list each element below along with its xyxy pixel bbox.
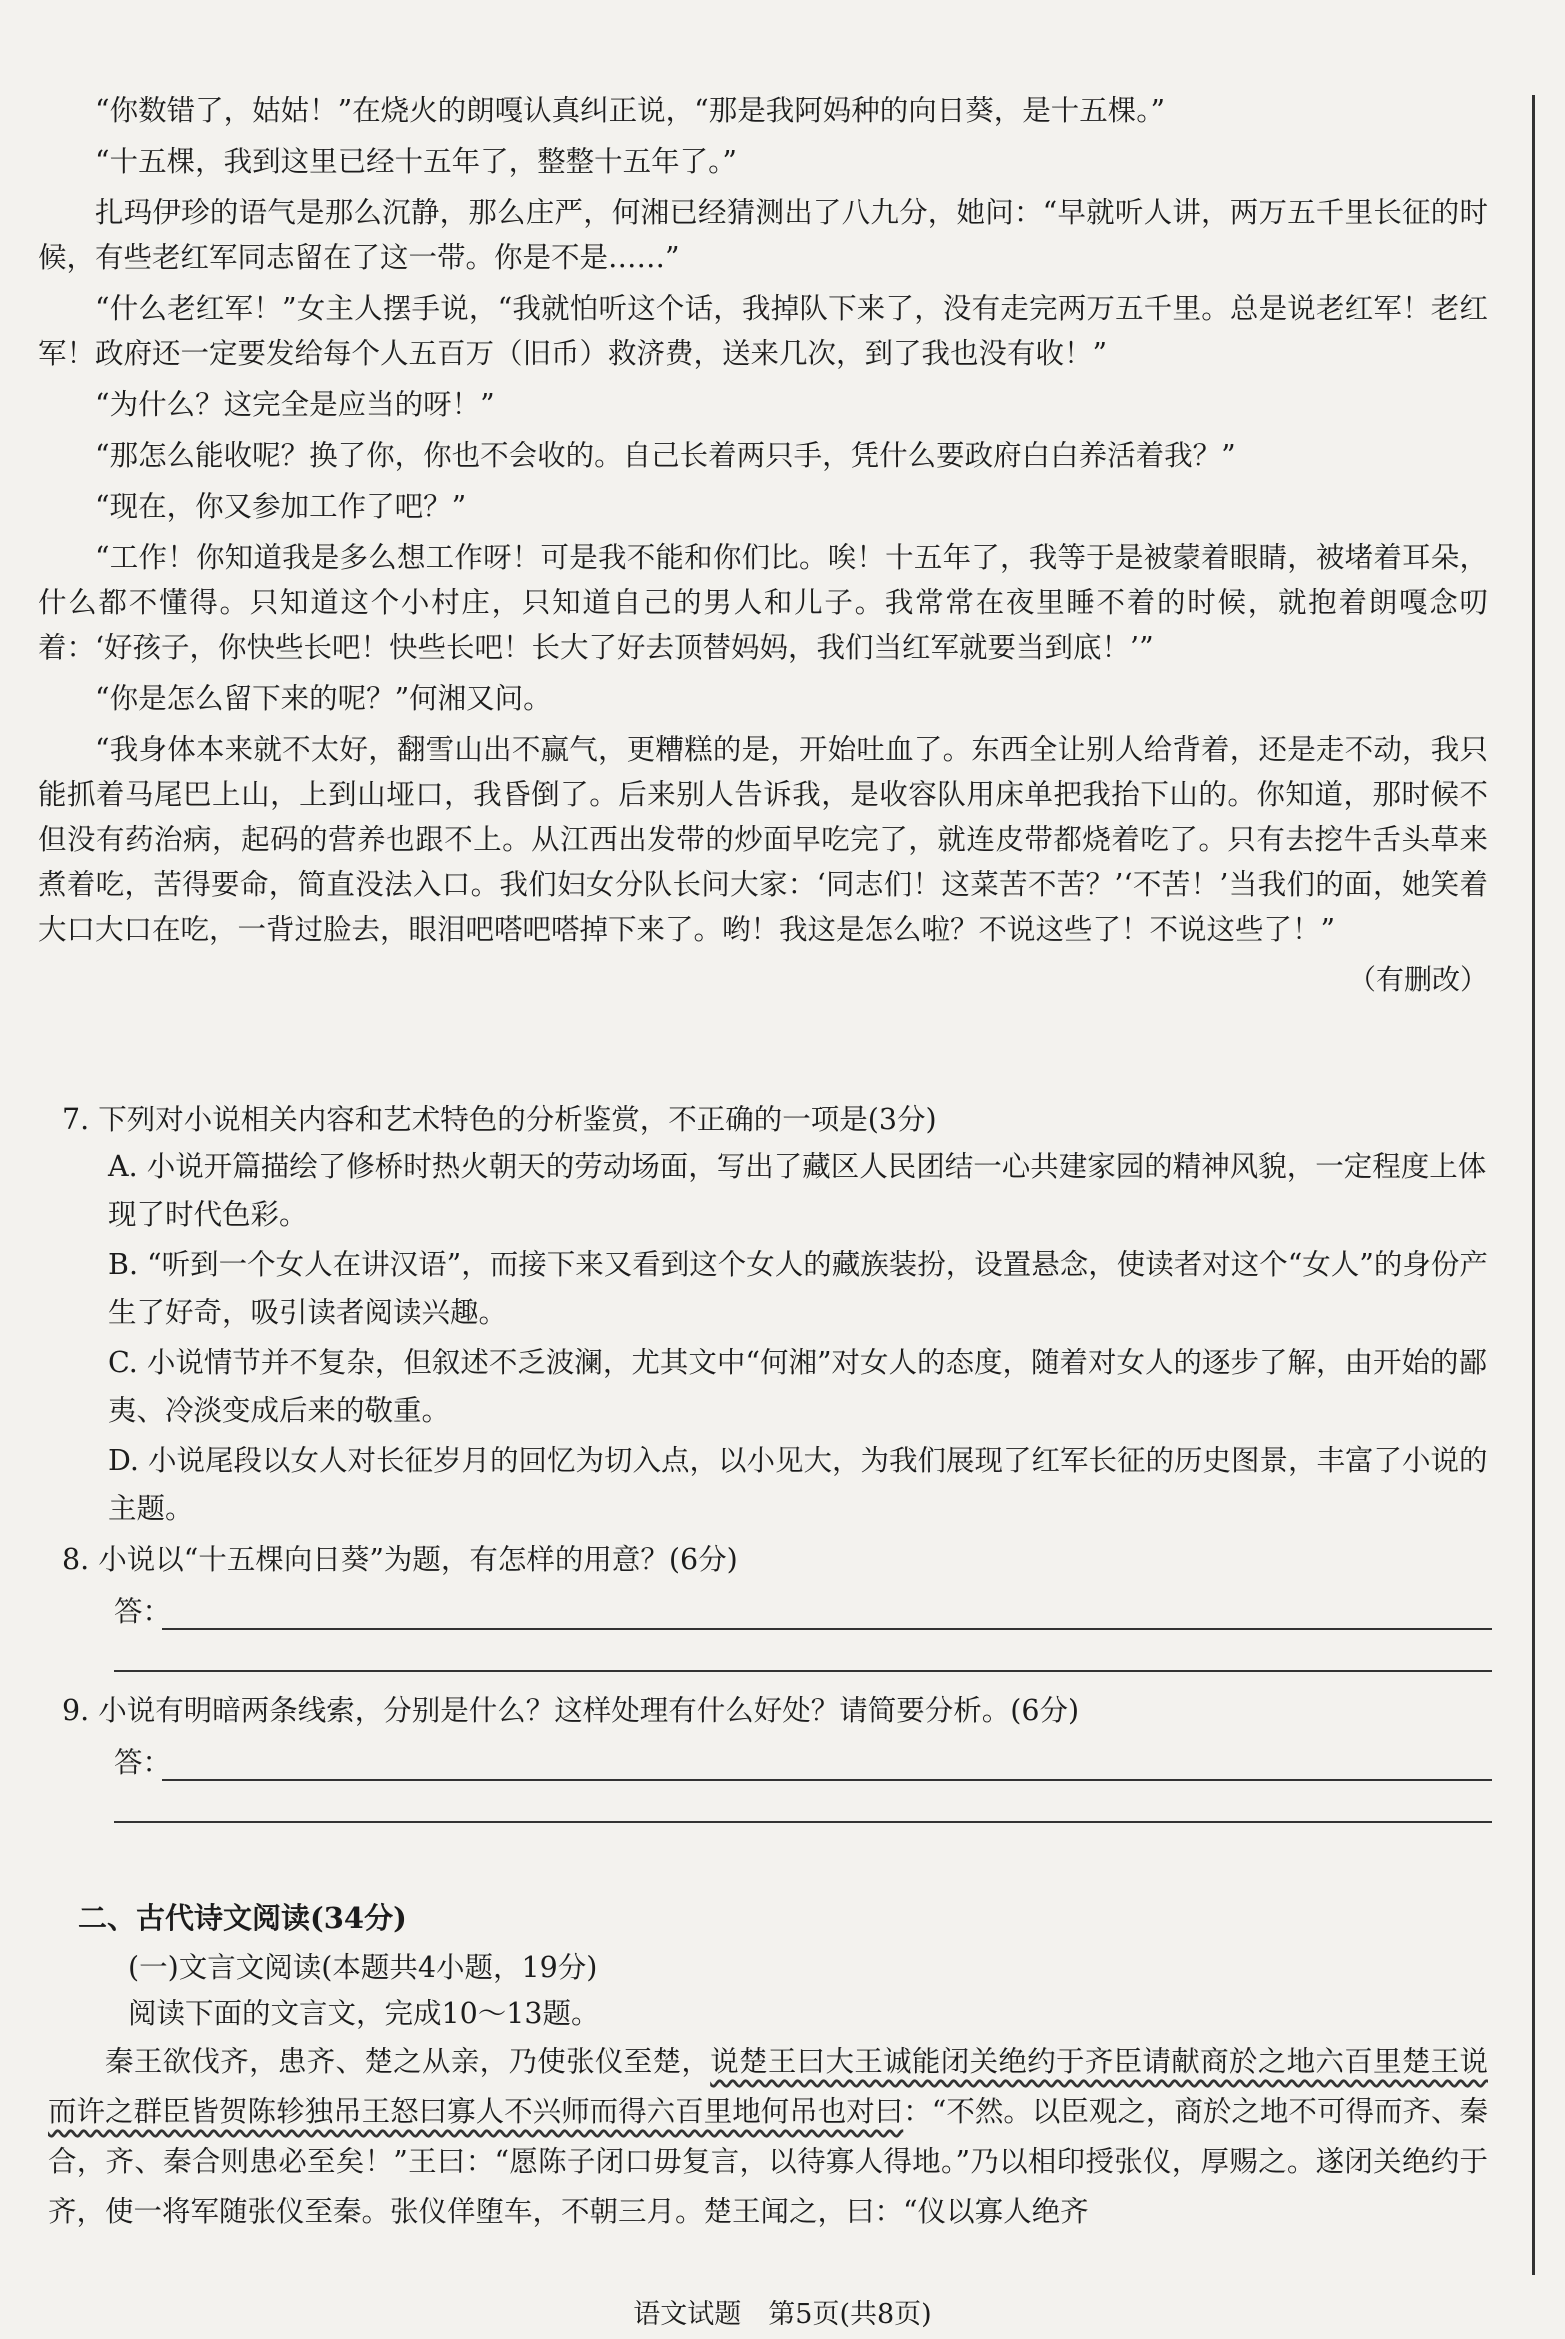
story-text [38, 88, 1488, 1012]
page-footer: 语文试题 第5页(共8页) [633, 2299, 932, 2330]
paragraph-10: “我身体本来就不太好，翻雪山出不赢气，更糟糕的是，开始吐血了。东西全让别人给背着，还是走不动，我只能抓着马尾巴上山，上到山垭口，我昏倒了。后来别人告诉我，是收容队用床单把我抬下山的。你知道，那时候不但没有药治病，起码的营养也跟不上。从江西出发带的炒面早吃完了，就连皮带都烧着吃了。只有去挖牛舌头草来煮着吃，苦得要命，简直没法入口。我们妇女分队长问大家：‘同志们！这菜苦不苦？’‘不苦！’当我们的面，她笑着大口大口在吃，一背过脸去，眼泪吧嗒吧嗒掉下来了。哟！我这是怎么啦？不说这些了！不说这些了！” [38, 733, 1488, 946]
paragraph-5: “为什么？这完全是应当的呀！” [95, 388, 495, 421]
answer-line-8b[interactable] [114, 1630, 1492, 1672]
edited-note: （有删改） [1347, 963, 1488, 996]
questions-block [62, 1097, 1492, 1823]
paragraph-7: “现在，你又参加工作了吧？” [95, 490, 467, 523]
section-2 [48, 1895, 1488, 2237]
paragraph-6: “那怎么能收呢？换了你，你也不会收的。自己长着两只手，凭什么要政府白白养活着我？” [95, 439, 1236, 472]
paragraph-8: “工作！你知道我是多么想工作呀！可是我不能和你们比。唉！十五年了，我等于是被蒙着眼睛，被堵着耳朵，什么都不懂得。只知道这个小村庄，只知道自己的男人和儿子。我常常在夜里睡不着的时候，就抱着朗嘎念叨着：‘好孩子，你快些长吧！快些长吧！长大了好去顶替妈妈，我们当红军就要当到底！’” [38, 541, 1488, 664]
section-title: 二、古代诗文阅读(34分) [78, 1901, 407, 1935]
answer-line-9a[interactable] [114, 1740, 1492, 1781]
margin-line [1532, 95, 1535, 2275]
option-b: B. “听到一个女人在讲汉语”，而接下来又看到这个女人的藏族装扮，设置悬念，使读者对这个“女人”的身份产生了好奇，吸引读者阅读兴趣。 [108, 1248, 1488, 1329]
classical-text: 秦王欲伐齐，患齐、楚之从亲，乃使张仪至楚，说楚王曰大王诚能闭关绝约于齐臣请献商於之地六百里楚王说而许之群臣皆贺陈轸独吊王怒曰寡人不兴师而得六百里地何吊也对曰：“不然。以臣观之，商於之地不可得而齐、秦合，齐、秦合则患必至矣！”王曰：“愿陈子闭口毋复言，以待寡人得地。”乃以相印授张仪，厚赐之。遂闭关绝约于齐，使一将军随张仪至秦。张仪佯堕车，不朝三月。楚王闻之，曰：“仪以寡人绝齐 [48, 2045, 1488, 2228]
paragraph-3: 扎玛伊珍的语气是那么沉静，那么庄严，何湘已经猜测出了八九分，她问：“早就听人讲，两万五千里长征的时候，有些老红军同志留在了这一带。你是不是……” [38, 196, 1488, 274]
option-a: A. 小说开篇描绘了修桥时热火朝天的劳动场面，写出了藏区人民团结一心共建家园的精神风貌，一定程度上体现了时代色彩。 [108, 1150, 1487, 1231]
option-c: C. 小说情节并不复杂，但叙述不乏波澜，尤其文中“何湘”对女人的态度，随着对女人的逐步了解，由开始的鄙夷、冷淡变成后来的敬重。 [108, 1346, 1488, 1427]
question-8: 8. 小说以“十五棵向日葵”为题，有怎样的用意？(6分) [62, 1543, 738, 1576]
option-d: D. 小说尾段以女人对长征岁月的回忆为切入点，以小见大，为我们展现了红军长征的历史图景，丰富了小说的主题。 [108, 1444, 1488, 1525]
paragraph-1: “你数错了，姑姑！”在烧火的朗嘎认真纠正说，“那是我阿妈种的向日葵，是十五棵。” [95, 94, 1166, 127]
wavy-underlined-text: 说楚王曰大王诚能闭关绝约于齐臣请献商於之地六百里楚王说而许之群臣皆贺陈轸独吊王怒曰寡人不兴师而得六百里地何吊也对曰 [48, 2045, 1488, 2128]
answer-line-9b[interactable] [114, 1781, 1492, 1823]
answer-label: 答： [114, 1746, 172, 1779]
question-7: 7. 下列对小说相关内容和艺术特色的分析鉴赏，不正确的一项是(3分) [62, 1103, 937, 1136]
reading-instruction: 阅读下面的文言文，完成10～13题。 [128, 1997, 600, 2030]
paragraph-4: “什么老红军！”女主人摆手说，“我就怕听这个话，我掉队下来了，没有走完两万五千里。总是说老红军！老红军！政府还一定要发给每个人五百万（旧币）救济费，送来几次，到了我也没有收！” [38, 292, 1488, 370]
paragraph-2: “十五棵，我到这里已经十五年了，整整十五年了。” [95, 145, 737, 178]
paragraph-9: “你是怎么留下来的呢？”何湘又问。 [95, 682, 552, 715]
subsection-title: (一)文言文阅读(本题共4小题，19分) [128, 1951, 598, 1984]
answer-label: 答： [114, 1595, 172, 1628]
question-9: 9. 小说有明暗两条线索，分别是什么？这样处理有什么好处？请简要分析。(6分) [62, 1694, 1080, 1727]
answer-line-8a[interactable] [114, 1589, 1492, 1630]
